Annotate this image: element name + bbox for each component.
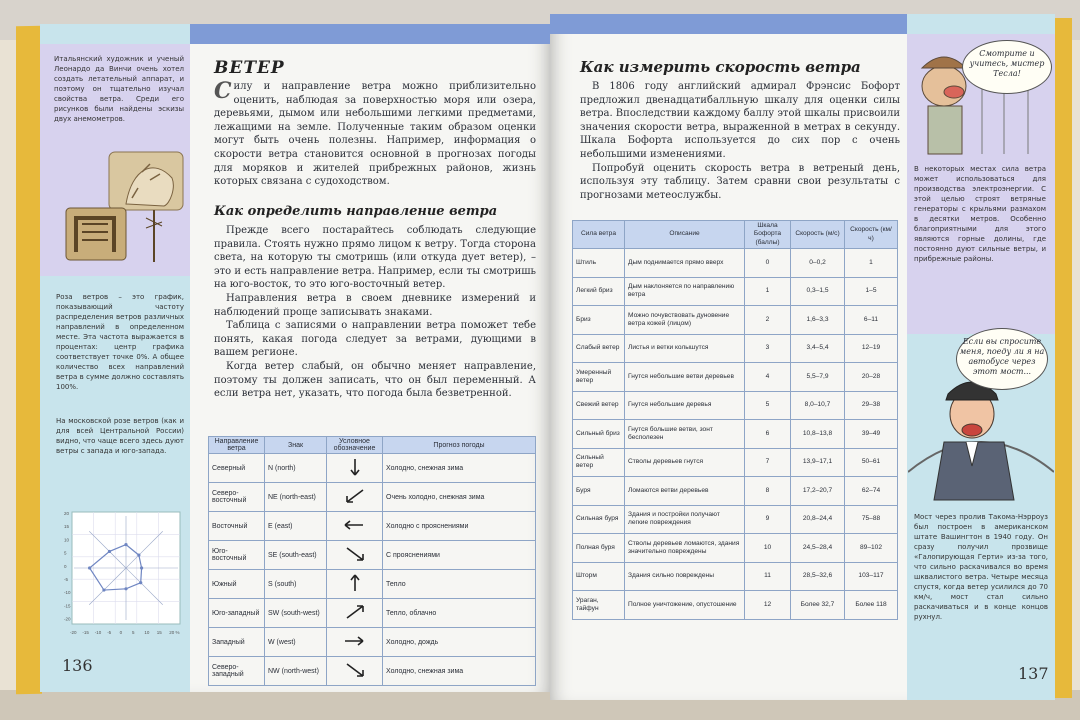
wind-direction-cell: Юго-восточный — [209, 541, 265, 570]
rose-data-point — [108, 550, 111, 553]
force-cell: Ураган, тайфун — [573, 591, 625, 620]
beaufort-number-cell: 5 — [745, 391, 791, 420]
table-row — [573, 277, 898, 306]
paragraph-2: Попробуй оценить скорость ветра в ветреный день, используя эту таблицу. Затем сравни свои результаты с прогнозами метеослужбы. — [580, 162, 900, 201]
y-tick-label: -15 — [64, 603, 71, 609]
speed-ms-cell: 20,8–24,4 — [791, 505, 845, 534]
description-cell: Гнутся небольшие ветви деревьев — [625, 363, 745, 392]
wind-direction-cell: Западный — [209, 628, 265, 657]
sidebar-note-wind-energy: В некоторых местах сила ветра может использоваться для производства электроэнергии. С этой целью строят ветряные генераторы с крыльями размахом в десятки метров. Особенно благоприятными для этого являются горные долины, где постоянно дуют сильные ветры, и прибрежные районы. — [914, 165, 1046, 263]
speed-kmh-cell: 1 — [845, 249, 898, 278]
rose-data-point — [124, 587, 127, 590]
speed-ms-cell: 0,3–1,5 — [791, 277, 845, 306]
description-cell: Стволы деревьев гнутся — [625, 448, 745, 477]
wind-sign-cell: S (south) — [265, 570, 327, 599]
description-cell: Полное уничтожение, опустошение — [625, 591, 745, 620]
forecast-cell: Холодно, дождь — [383, 628, 536, 657]
speed-ms-cell: Более 32,7 — [791, 591, 845, 620]
table-row — [573, 334, 898, 363]
speed-ms-cell: 1,6–3,3 — [791, 306, 845, 335]
speed-ms-cell: 24,5–28,4 — [791, 534, 845, 563]
rose-data-point — [137, 554, 140, 557]
speed-ms-cell: 28,5–32,6 — [791, 562, 845, 591]
paragraph-3: Таблица с записями о направлении ветра поможет тебе понять, какая погода следует за ветрами, дующими в вашем регионе. — [214, 320, 536, 359]
wind-arrow-icon — [341, 629, 369, 653]
wind-arrow-icon — [341, 484, 369, 508]
wind-arrow-icon — [341, 513, 369, 537]
description-cell: Здания и постройки получают легкие повреждения — [625, 505, 745, 534]
rose-data-point — [88, 566, 91, 569]
forecast-cell: Тепло — [383, 570, 536, 599]
speed-kmh-cell: 1–5 — [845, 277, 898, 306]
left-page — [40, 24, 550, 692]
force-cell: Шторм — [573, 562, 625, 591]
book-cover-edge-left — [16, 26, 42, 694]
speed-ms-cell: 3,4–5,4 — [791, 334, 845, 363]
forecast-cell: Холодно с прояснениями — [383, 512, 536, 541]
speed-ms-cell: 8,0–10,7 — [791, 391, 845, 420]
wind-direction-cell: Южный — [209, 570, 265, 599]
force-cell: Штиль — [573, 249, 625, 278]
beaufort-number-cell: 12 — [745, 591, 791, 620]
speed-kmh-cell: 89–102 — [845, 534, 898, 563]
speed-kmh-cell: 39–49 — [845, 420, 898, 449]
wind-arrow-icon — [341, 542, 369, 566]
speed-kmh-cell: 6–11 — [845, 306, 898, 335]
table-row — [209, 483, 536, 512]
rose-data-point — [139, 581, 142, 584]
rose-data-point — [124, 543, 127, 546]
description-cell: Здания сильно повреждены — [625, 562, 745, 591]
wind-arrow-icon — [341, 658, 369, 682]
speed-ms-cell: 5,5–7,9 — [791, 363, 845, 392]
beaufort-number-cell: 2 — [745, 306, 791, 335]
sidebar-note-tacoma-bridge: Мост через пролив Такома-Нэрроуз был построен в американском штате Вашингтон в 1940 году. Он сразу получил прозвище «Галопирующая Герти» из-за того, что сильно раскачивался во время шквалистого ветра. Четыре месяца спустя, когда ветер усилился до 70 км/ч, мост стал сильно раскачиваться и в конце концов рухнул. — [914, 513, 1048, 621]
forecast-cell: Тепло, облачно — [383, 599, 536, 628]
forecast-cell: Холодно, снежная зима — [383, 454, 536, 483]
table-header: Сила ветра — [573, 221, 625, 249]
wind-direction-cell: Северный — [209, 454, 265, 483]
table-header: Условное обозначение — [327, 437, 383, 454]
wind-symbol-cell — [327, 454, 383, 483]
wind-rose-chart — [62, 506, 186, 644]
force-cell: Бриз — [573, 306, 625, 335]
wind-sign-cell: SW (south-west) — [265, 599, 327, 628]
description-cell: Гнутся большие ветви, зонт бесполезен — [625, 420, 745, 449]
table-row — [573, 420, 898, 449]
speed-ms-cell: 13,9–17,1 — [791, 448, 845, 477]
table-header: Скорость (м/с) — [791, 221, 845, 249]
speed-kmh-cell: 20–28 — [845, 363, 898, 392]
wind-sign-cell: SE (south-east) — [265, 541, 327, 570]
speed-kmh-cell: 29–38 — [845, 391, 898, 420]
table-row — [209, 512, 536, 541]
right-page — [550, 14, 1055, 700]
beaufort-number-cell: 7 — [745, 448, 791, 477]
description-cell: Листья и ветки колышутся — [625, 334, 745, 363]
speed-kmh-cell: 12–19 — [845, 334, 898, 363]
force-cell: Слабый ветер — [573, 334, 625, 363]
speech-bubble-bridge: Если вы спросите меня, поеду ли я на автобусе через этот мост... — [956, 328, 1048, 390]
beaufort-table-body — [573, 249, 898, 620]
rose-data-point — [102, 588, 105, 591]
description-cell: Стволы деревьев ломаются, здания значительно повреждены — [625, 534, 745, 563]
table-row — [573, 562, 898, 591]
speed-ms-cell: 17,2–20,7 — [791, 477, 845, 506]
wind-arrow-icon — [341, 600, 369, 624]
description-cell: Ломаются ветви деревьев — [625, 477, 745, 506]
anemometer-sketch-image — [54, 148, 184, 268]
wind-sign-cell: W (west) — [265, 628, 327, 657]
force-cell: Сильный ветер — [573, 448, 625, 477]
wind-direction-cell: Юго-западный — [209, 599, 265, 628]
y-tick-label: 5 — [64, 550, 67, 556]
force-cell: Сильный бриз — [573, 420, 625, 449]
force-cell: Свежий ветер — [573, 391, 625, 420]
table-header: Прогноз погоды — [383, 437, 536, 454]
speed-kmh-cell: 62–74 — [845, 477, 898, 506]
rose-data-point — [140, 566, 143, 569]
wind-direction-table-body — [209, 454, 536, 686]
table-header: Описание — [625, 221, 745, 249]
beaufort-number-cell: 9 — [745, 505, 791, 534]
description-cell: Гнутся небольшие деревья — [625, 391, 745, 420]
paragraph-4: Когда ветер слабый, он обычно меняет направление, поэтому ты должен записать, что он был переменный. А если ветра нет, указать, что погода была безветренной. — [214, 360, 536, 400]
wind-symbol-cell — [327, 657, 383, 686]
table-header: Скорость (км/ч) — [845, 221, 898, 249]
y-tick-label: 0 — [64, 563, 67, 569]
x-tick-label: 5 — [132, 630, 135, 635]
wind-sign-cell: E (east) — [265, 512, 327, 541]
force-cell: Умеренный ветер — [573, 363, 625, 392]
wind-symbol-cell — [327, 628, 383, 657]
speed-ms-cell: 0–0,2 — [791, 249, 845, 278]
speed-kmh-cell: 103–117 — [845, 562, 898, 591]
x-tick-label: -5 — [107, 630, 112, 635]
intro-paragraph: Силу и направление ветра можно приблизительно оценить, наблюдая за поверхностью моря или озера, деревьями, дымом или небольшими легкими предметами, лежащими на земле. Полученные таким образом оценки могут быть очень полезны. Например, информация о скорости ветра становится основной в прогнозах погоды для моряков и жителей прибрежных районов, жизнь которых связана с судоходством. — [214, 78, 536, 188]
table-row — [209, 541, 536, 570]
wind-direction-cell: Северо-восточный — [209, 483, 265, 512]
beaufort-number-cell: 4 — [745, 363, 791, 392]
forecast-cell: Холодно, снежная зима — [383, 657, 536, 686]
page-number: 137 — [1018, 664, 1049, 683]
forecast-cell: С прояснениями — [383, 541, 536, 570]
y-tick-label: 15 — [64, 524, 70, 530]
speed-kmh-cell: 50–61 — [845, 448, 898, 477]
table-header-row — [573, 221, 898, 249]
beaufort-number-cell: 3 — [745, 334, 791, 363]
speed-ms-cell: 10,8–13,8 — [791, 420, 845, 449]
beaufort-number-cell: 8 — [745, 477, 791, 506]
x-tick-label: -10 — [94, 630, 102, 635]
table-row — [573, 477, 898, 506]
wind-arrow-icon — [341, 571, 369, 595]
paragraph-2: Направления ветра в своем дневнике измерений и наблюдений проще записывать знаками. — [214, 292, 536, 318]
y-tick-label: -5 — [64, 577, 69, 582]
section-title-speed: Как измерить скорость ветра — [580, 58, 861, 76]
force-cell: Легкий бриз — [573, 277, 625, 306]
table-row — [573, 591, 898, 620]
wind-arrow-icon — [341, 455, 369, 479]
beaufort-number-cell: 6 — [745, 420, 791, 449]
table-row — [573, 505, 898, 534]
x-tick-label: -20 — [70, 630, 77, 635]
force-cell: Сильная буря — [573, 505, 625, 534]
speech-bubble-tesla: Смотрите и учитесь, мистер Тесла! — [962, 40, 1052, 94]
table-row — [573, 249, 898, 278]
description-cell: Дым поднимается прямо вверх — [625, 249, 745, 278]
beaufort-intro — [580, 80, 900, 202]
beaufort-number-cell: 11 — [745, 562, 791, 591]
drop-cap: С — [214, 78, 232, 104]
table-row — [573, 363, 898, 392]
beaufort-number-cell: 10 — [745, 534, 791, 563]
sidebar-note-moscow-rose: На московской розе ветров (как и для всей Центральной России) видно, что чаще всего здесь дуют ветры с запада и юго-запада. — [56, 417, 184, 455]
paragraph-1: Прежде всего постарайтесь соблюдать следующие правила. Стоять нужно прямо лицом к ветру. Тогда сторона света, на которую ты смотришь (или откуда дует ветер), – это и есть направление ветра. Например, если ты смотришь на юго-восток, то это юго-восточный ветер. — [214, 225, 536, 291]
x-tick-label: -15 — [82, 630, 89, 635]
x-tick-label: 0 — [119, 630, 123, 635]
beaufort-number-cell: 1 — [745, 277, 791, 306]
wind-sign-cell: N (north) — [265, 454, 327, 483]
y-tick-label: 10 — [64, 537, 70, 543]
beaufort-number-cell: 0 — [745, 249, 791, 278]
table-row — [209, 657, 536, 686]
wind-symbol-cell — [327, 541, 383, 570]
paragraph-1: В 1806 году английский адмирал Фрэнсис Бофорт предложил двенадцатибалльную шкалу для оценки силы ветра. Впоследствии каждому баллу этой шкалы присвоили значения скорости ветра, выраженной в метрах в секунду. Шкала Бофорта используется до сих пор с очень небольшими изменениями. — [580, 81, 900, 160]
beaufort-scale-table — [572, 220, 898, 620]
table-row — [573, 534, 898, 563]
section-subtitle-direction: Как определить направление ветра — [214, 204, 498, 219]
table-header: Знак — [265, 437, 327, 454]
wind-direction-cell: Северо-западный — [209, 657, 265, 686]
speed-kmh-cell: Более 118 — [845, 591, 898, 620]
table-header: Направление ветра — [209, 437, 265, 454]
table-row — [209, 628, 536, 657]
y-tick-label: -20 — [64, 616, 71, 622]
wind-sign-cell: NW (north-west) — [265, 657, 327, 686]
wind-symbol-cell — [327, 599, 383, 628]
page-number: 136 — [62, 656, 93, 675]
sidebar-note-leonardo: Итальянский художник и ученый Леонардо да Винчи очень хотел создать летательный аппарат, и поэтому он тщательно изучал свойства ветра. Среди его рисунков были найдены эскизы двух анемометров. — [54, 55, 184, 123]
y-tick-label: 20 — [64, 511, 70, 516]
description-cell: Можно почувствовать дуновение ветра кожей (лицом) — [625, 306, 745, 335]
sidebar-note-wind-rose: Роза ветров – это график, показывающий частоту распределения ветров различных направлений в определенном месте. Эта частота выражается в процентах: центр графика соответствует точке 0%. А общее количество всех направлений ветра в сумме должно составлять 100%. — [56, 293, 184, 391]
wind-symbol-cell — [327, 512, 383, 541]
rules-paragraph — [214, 224, 536, 401]
force-cell: Буря — [573, 477, 625, 506]
table-header-row — [209, 437, 536, 454]
table-row — [209, 570, 536, 599]
wind-symbol-cell — [327, 483, 383, 512]
table-header: Шкала Бофорта (баллы) — [745, 221, 791, 249]
wind-symbol-cell — [327, 570, 383, 599]
table-row — [573, 391, 898, 420]
description-cell: Дым наклоняется по направлению ветра — [625, 277, 745, 306]
table-row — [573, 306, 898, 335]
table-row — [209, 454, 536, 483]
force-cell: Полная буря — [573, 534, 625, 563]
page-title: ВЕТЕР — [214, 58, 285, 78]
table-row — [209, 599, 536, 628]
table-row — [573, 448, 898, 477]
speed-kmh-cell: 75–88 — [845, 505, 898, 534]
x-tick-label: 10 — [144, 630, 150, 635]
y-tick-label: -10 — [64, 590, 71, 596]
x-tick-label: 15 — [156, 630, 162, 635]
forecast-cell: Очень холодно, снежная зима — [383, 483, 536, 512]
wind-direction-cell: Восточный — [209, 512, 265, 541]
wind-direction-table — [208, 436, 536, 686]
wind-sign-cell: NE (north-east) — [265, 483, 327, 512]
x-tick-label: 20 % — [169, 630, 180, 635]
